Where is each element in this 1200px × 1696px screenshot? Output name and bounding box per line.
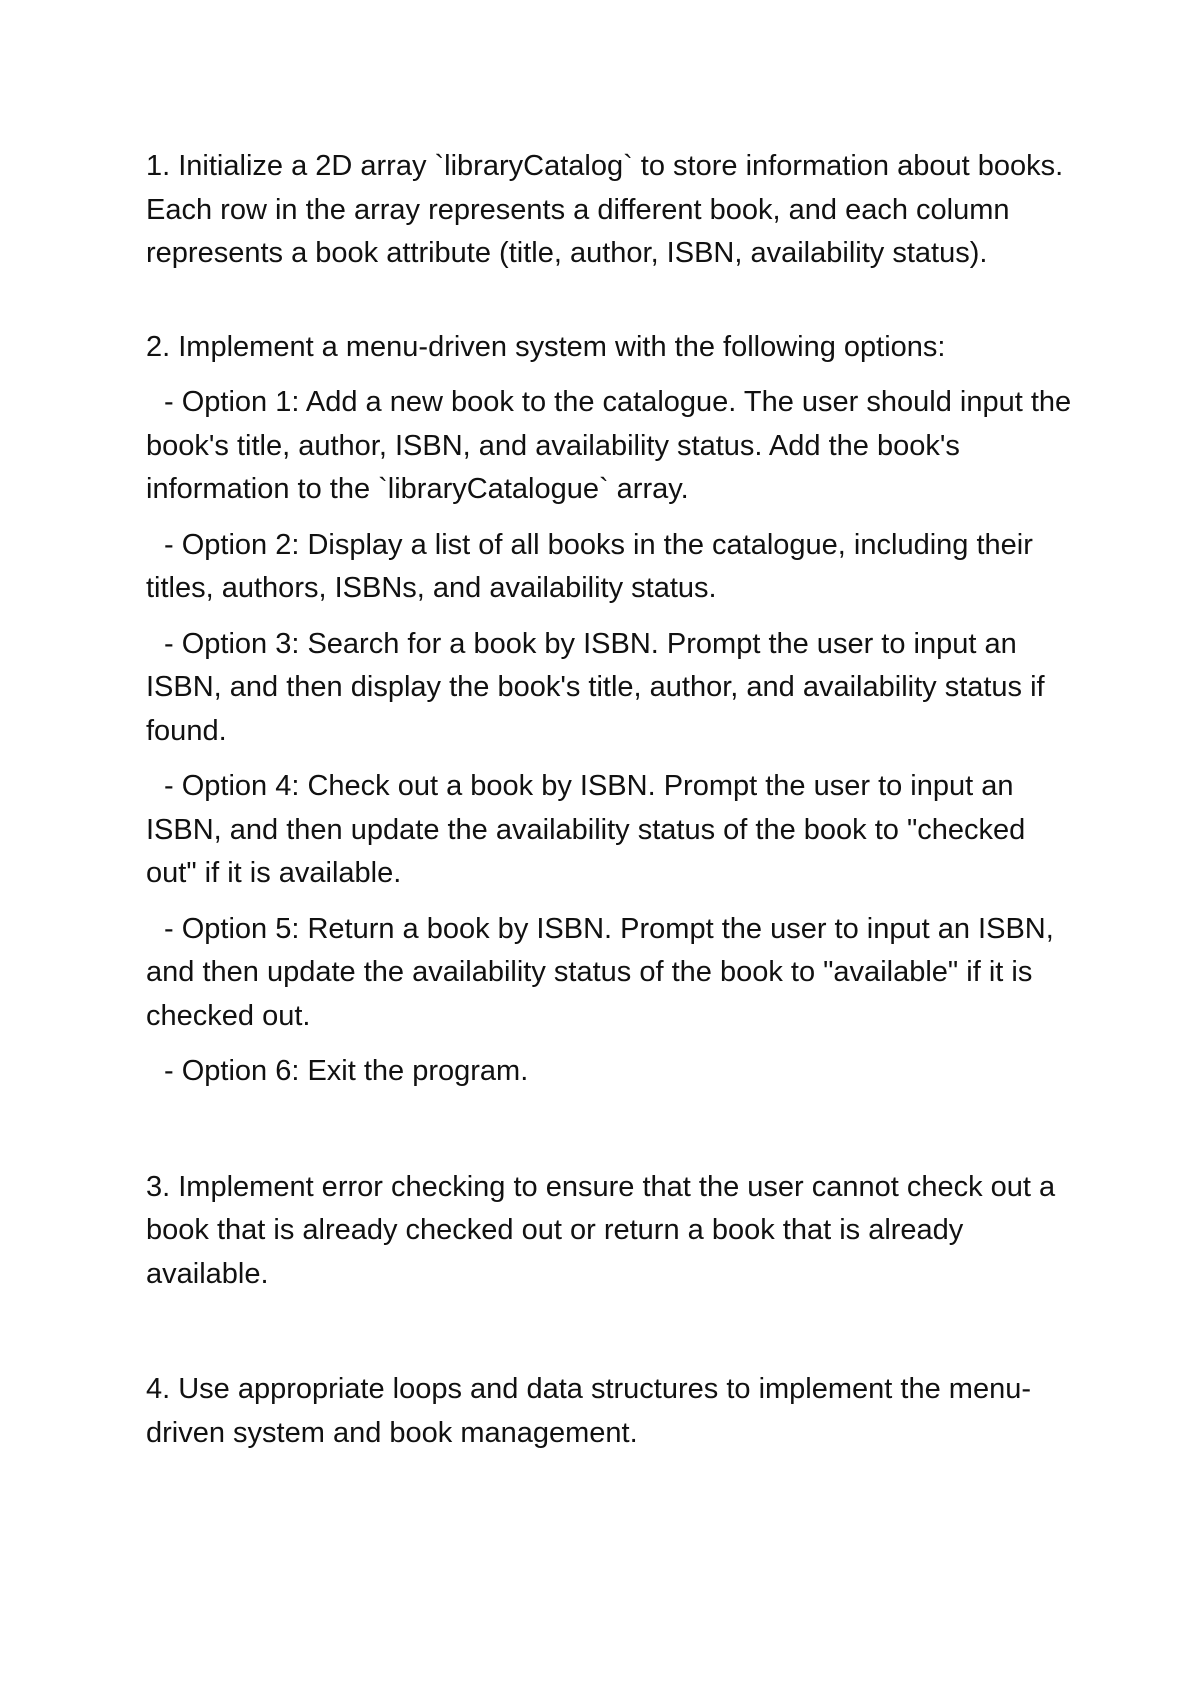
requirement-1: 1. Initialize a 2D array `libraryCatalog` to store information about books. Each row in the array represents a different book, and each column represents a book attribute (title, author, ISBN, availability status).	[146, 150, 1064, 269]
menu-option-6: - Option 6: Exit the program.	[164, 1055, 529, 1087]
requirement-2-intro: 2. Implement a menu-driven system with the following options:	[146, 330, 946, 363]
document-body	[146, 145, 1076, 1455]
menu-option-3: - Option 3: Search for a book by ISBN. Prompt the user to input an ISBN, and then display the book's title, author, and availability status if found.	[146, 627, 1045, 747]
requirement-4: 4. Use appropriate loops and data structures to implement the menu-driven system and book management.	[146, 1373, 1031, 1449]
requirement-3: 3. Implement error checking to ensure that the user cannot check out a book that is already checked out or return a book that is already available.	[146, 1170, 1056, 1290]
menu-option-5: - Option 5: Return a book by ISBN. Prompt the user to input an ISBN, and then update the availability status of the book to "available" if it is checked out.	[146, 912, 1054, 1032]
menu-option-2: - Option 2: Display a list of all books in the catalogue, including their titles, authors, ISBNs, and availability status.	[146, 528, 1033, 604]
menu-option-4: - Option 4: Check out a book by ISBN. Prompt the user to input an ISBN, and then update the availability status of the book to "checked out" if it is available.	[146, 770, 1026, 889]
menu-option-1: - Option 1: Add a new book to the catalogue. The user should input the book's title, author, ISBN, and availability status. Add the book's information to the `libraryCatalogue` array.	[146, 386, 1072, 505]
